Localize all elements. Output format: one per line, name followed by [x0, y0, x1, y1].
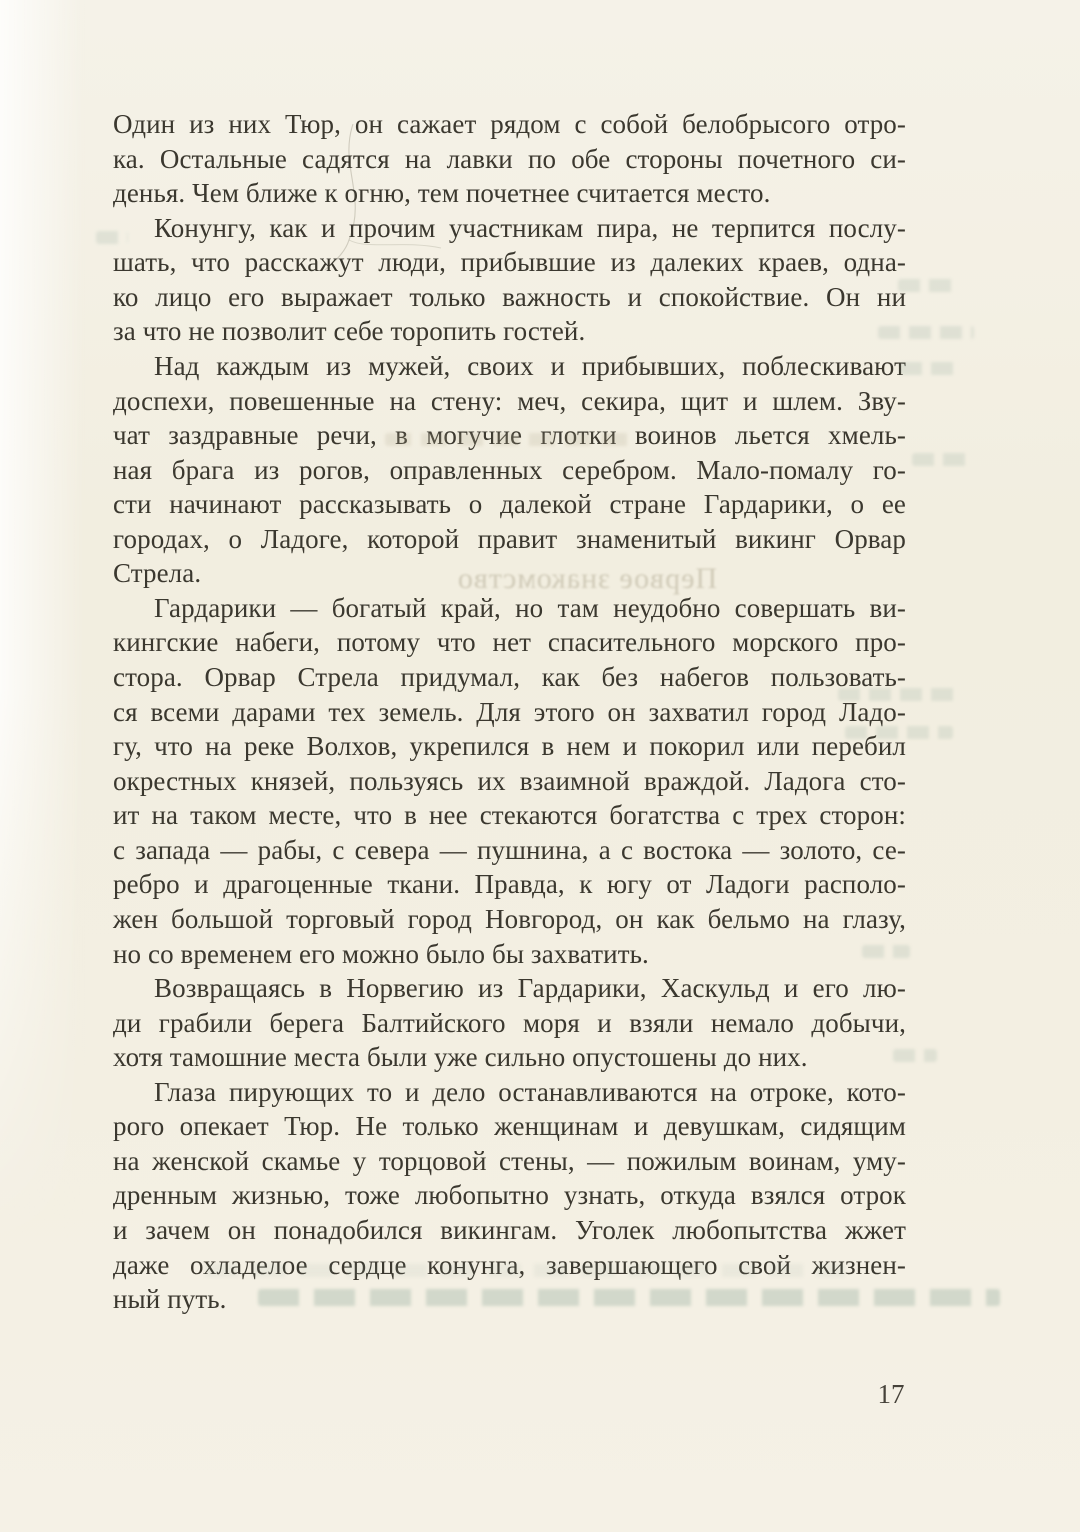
paragraph	[113, 107, 906, 211]
text-line: шать, что расскажут люди, прибывшие из далеких краев, одна-	[113, 247, 906, 278]
text-line: ит на таком месте, что в нее стекаются богатства с трех сторон:	[113, 800, 906, 831]
text-line: Возвращаясь в Норвегию из Гардарики, Хаскульд и его лю-	[154, 973, 906, 1004]
text-line: Над каждым из мужей, своих и прибывших, поблескивают	[154, 350, 906, 381]
paragraph	[113, 971, 906, 1075]
text-line: с запада — рабы, с севера — пушнина, а с востока — золото, се-	[113, 834, 906, 865]
paragraph	[113, 211, 906, 349]
text-line: окрестных князей, пользуясь их взаимной враждой. Ладога сто-	[113, 765, 906, 796]
page-text	[113, 107, 906, 1317]
text-line: сти начинают рассказывать о далекой стране Гардарики, о ее	[113, 489, 906, 520]
text-line: рого опекает Тюр. Не только женщинам и девушкам, сидящим	[113, 1111, 906, 1142]
text-line: ся всеми дарами тех земель. Для этого он захватил город Ладо-	[113, 696, 906, 727]
text-line: но со временем его можно было бы захватить.	[113, 938, 649, 969]
text-line: ди грабили берега Балтийского моря и взяли немало добычи,	[113, 1007, 906, 1038]
text-line: стора. Орвар Стрела придумал, как без набегов пользовать-	[113, 662, 906, 692]
text-line: жен большой торговый город Новгород, он как бельмо на глазу,	[113, 903, 906, 934]
text-line: доспехи, повешенные на стену: меч, секира, щит и шлем. Зву-	[113, 385, 906, 416]
text-line: Гардарики — богатый край, но там неудобно совершать ви-	[154, 592, 906, 623]
bleed-through-artifact	[898, 279, 960, 292]
paragraph	[113, 1075, 906, 1317]
text-line: ная брага из рогов, оправленных серебром. Мало-помалу го-	[113, 454, 906, 485]
text-line: за что не позволит себе торопить гостей.	[113, 316, 586, 347]
text-line: даже охладелое сердце конунга, завершающего свой жизнен-	[113, 1249, 906, 1280]
text-line: хотя тамошние места были уже сильно опустошены до них.	[113, 1042, 808, 1073]
text-line: ка. Остальные садятся на лавки по обе стороны почетного си-	[113, 143, 906, 174]
text-line: ный путь.	[113, 1284, 227, 1315]
scan-edge-highlight	[0, 0, 85, 1532]
text-line: ко лицо его выражает только важность и спокойствие. Он ни	[113, 281, 906, 312]
paragraph	[113, 349, 906, 591]
page-number: 17	[877, 1379, 905, 1409]
text-line: гу, что на реке Волхов, укрепился в нем и покорил или перебил	[113, 731, 906, 762]
bleed-through-artifact	[912, 453, 970, 466]
text-line: городах, о Ладоге, которой правит знаменитый викинг Орвар	[113, 523, 906, 554]
text-line: чат заздравные речи, в могучие глотки воинов льется хмель-	[113, 420, 906, 451]
text-line: Стрела.	[113, 558, 202, 589]
text-line: ребро и драгоценные ткани. Правда, к югу от Ладоги располо-	[113, 869, 906, 900]
bleed-through-title: Первое знакомство	[456, 562, 718, 595]
text-line: кингские набеги, потому что нет спасительного морского про-	[113, 627, 906, 658]
text-line: дренным жизнью, тоже любопытно узнать, откуда взялся отрок	[113, 1180, 906, 1211]
paragraph	[113, 591, 906, 971]
text-line: Конунгу, как и прочим участникам пира, не терпится послу-	[154, 212, 906, 243]
text-line: Один из них Тюр, он сажает рядом с собой белобрысого отро-	[113, 109, 906, 139]
bleed-through-artifact	[900, 362, 956, 375]
text-line: и зачем он понадобился викингам. Уголек любопытства жжет	[113, 1215, 906, 1245]
text-line: на женской скамье у торцовой стены, — пожилым воинам, уму-	[113, 1145, 906, 1176]
text-line: денья. Чем ближе к огню, тем почетнее считается место.	[113, 178, 771, 209]
text-line: Глаза пирующих то и дело останавливаются на отроке, кото-	[154, 1076, 906, 1107]
